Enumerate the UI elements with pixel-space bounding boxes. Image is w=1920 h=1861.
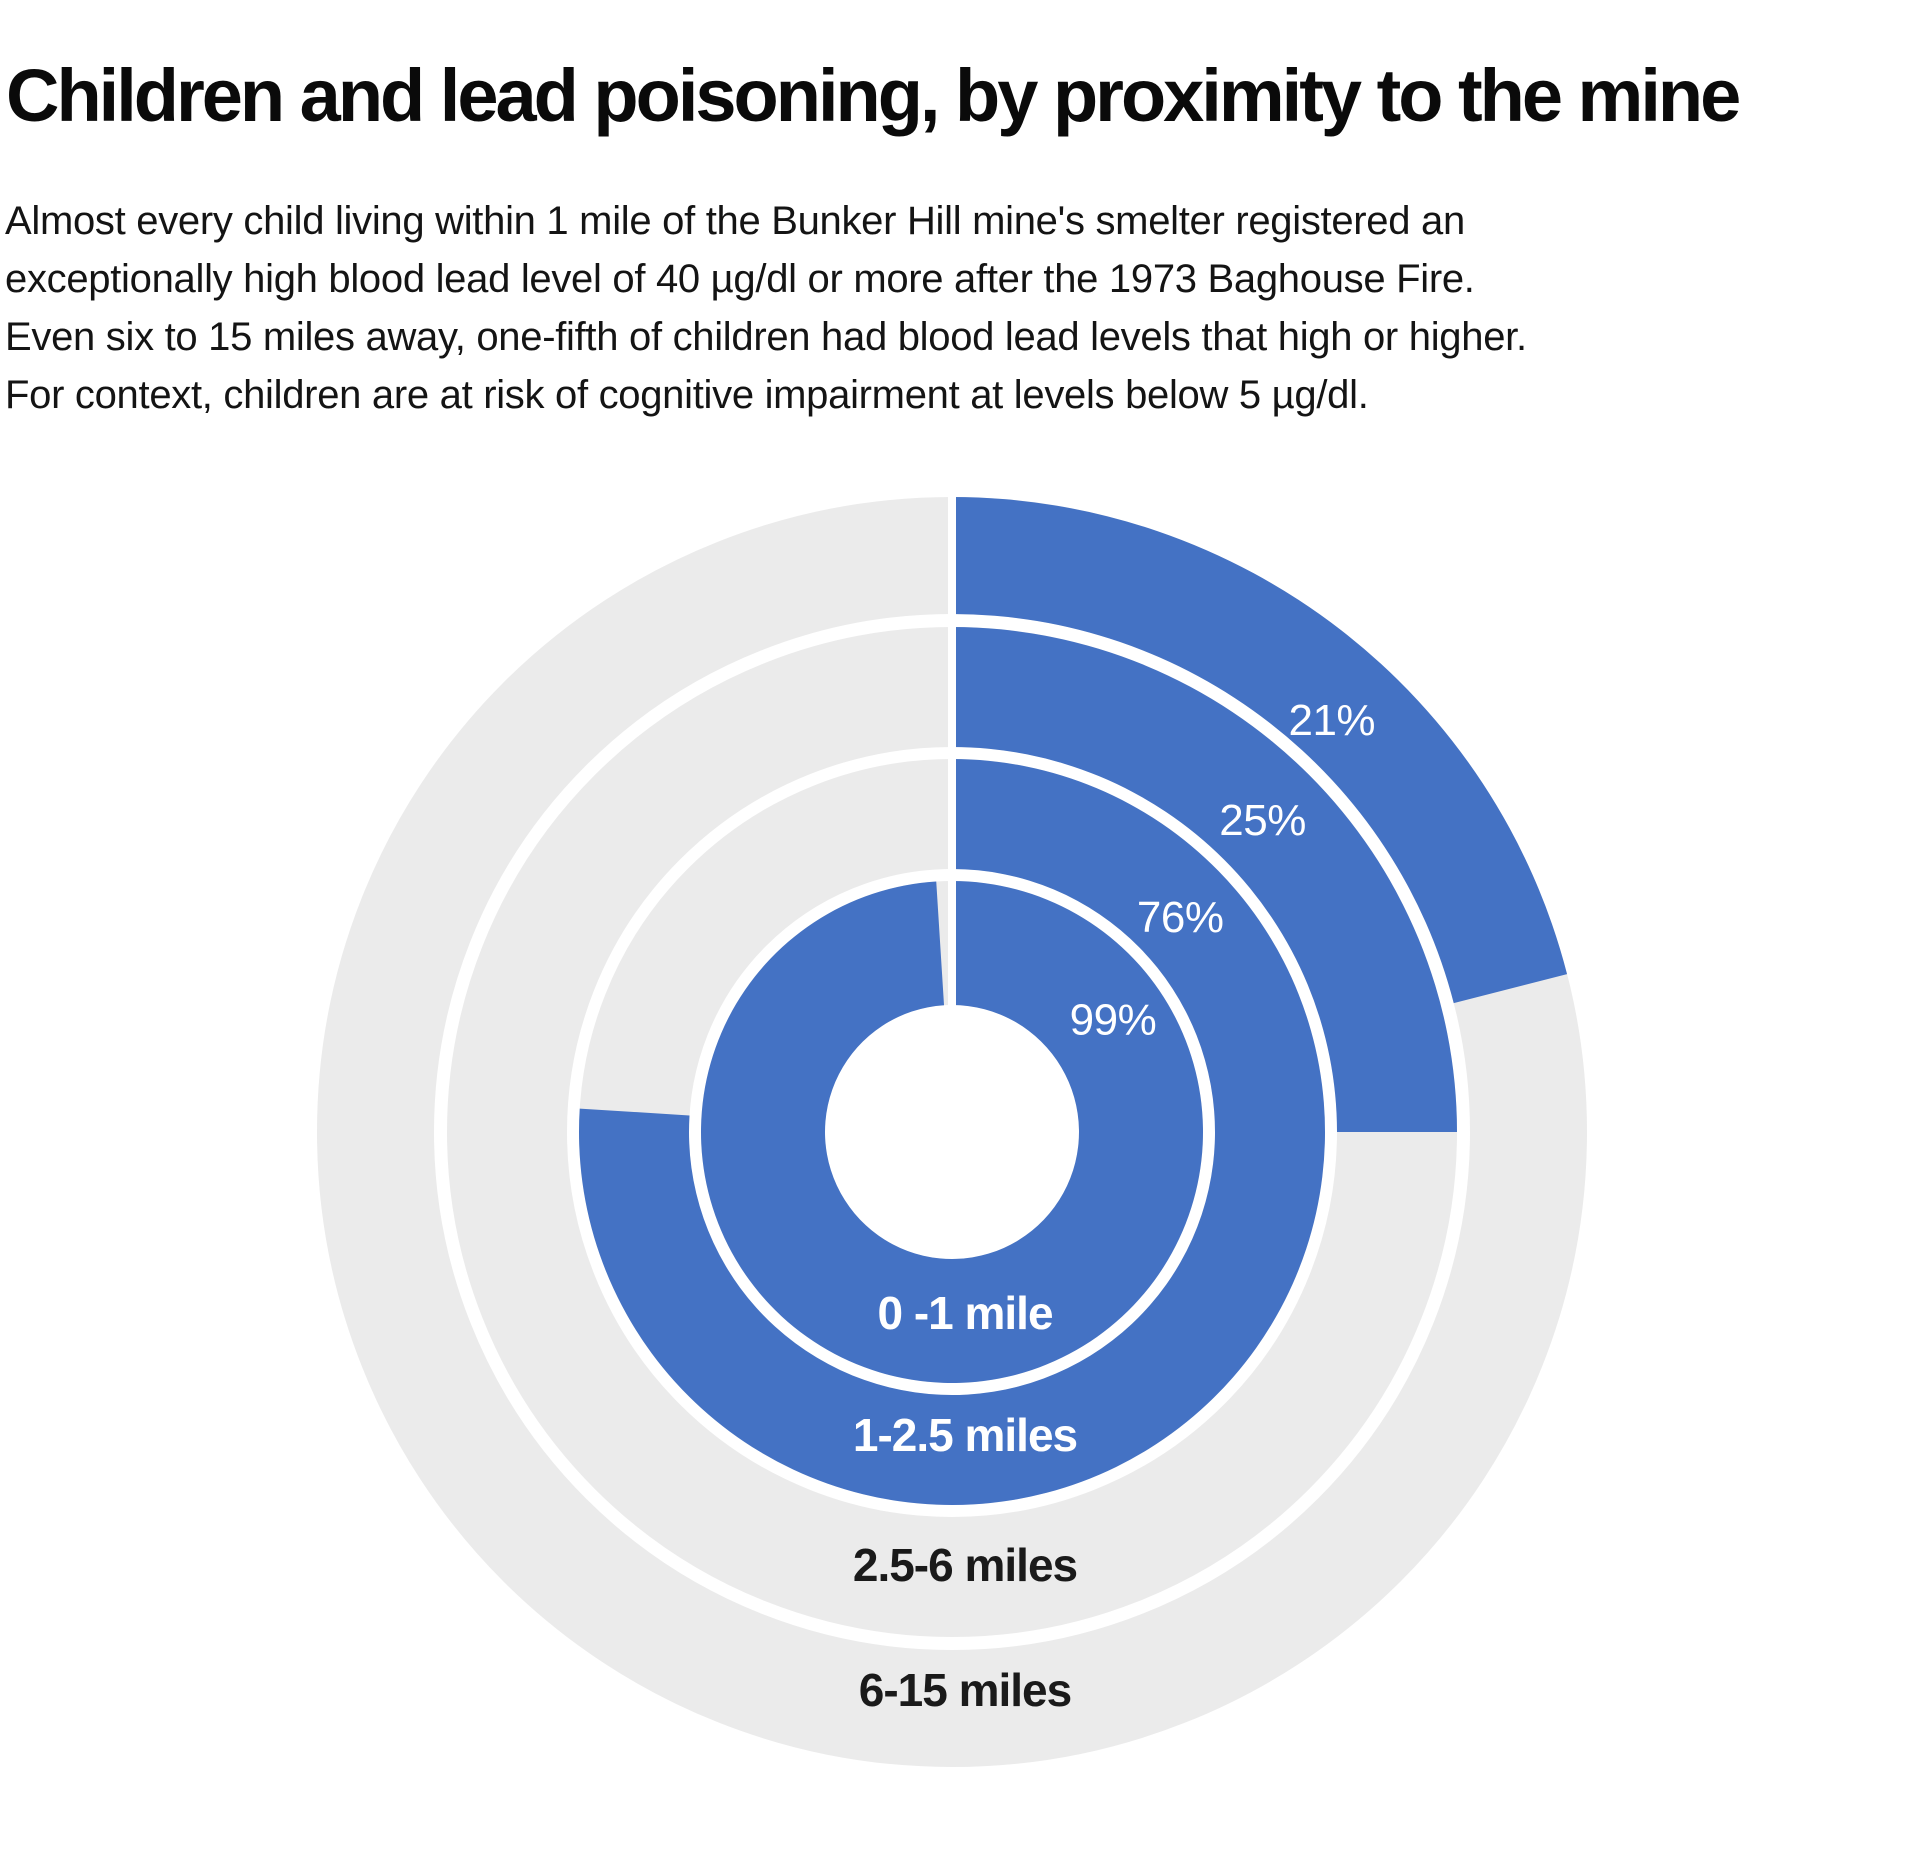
subtitle-line-2: exceptionally high blood lead level of 40 µg/dl or more after the 1973 Baghouse Fire.	[5, 257, 1475, 301]
percent-label-3: 21%	[1288, 695, 1376, 745]
percent-label-2: 25%	[1219, 795, 1306, 845]
percent-label-0: 99%	[1069, 995, 1157, 1045]
category-label-3: 6-15 miles	[858, 1664, 1072, 1716]
page-title: Children and lead poisoning, by proximity to the mine	[6, 54, 1739, 137]
category-label-0: 0 -1 mile	[877, 1287, 1053, 1339]
subtitle-line-3: Even six to 15 miles away, one-fifth of children had blood lead levels that high or higher.	[5, 315, 1527, 359]
subtitle-line-1: Almost every child living within 1 mile of the Bunker Hill mine's smelter registered an	[5, 199, 1465, 243]
category-label-1: 1-2.5 miles	[852, 1409, 1078, 1461]
category-label-2: 2.5-6 miles	[852, 1539, 1078, 1591]
percent-label-1: 76%	[1136, 893, 1224, 943]
subtitle-line-4: For context, children are at risk of cognitive impairment at levels below 5 µg/dl.	[5, 373, 1369, 417]
